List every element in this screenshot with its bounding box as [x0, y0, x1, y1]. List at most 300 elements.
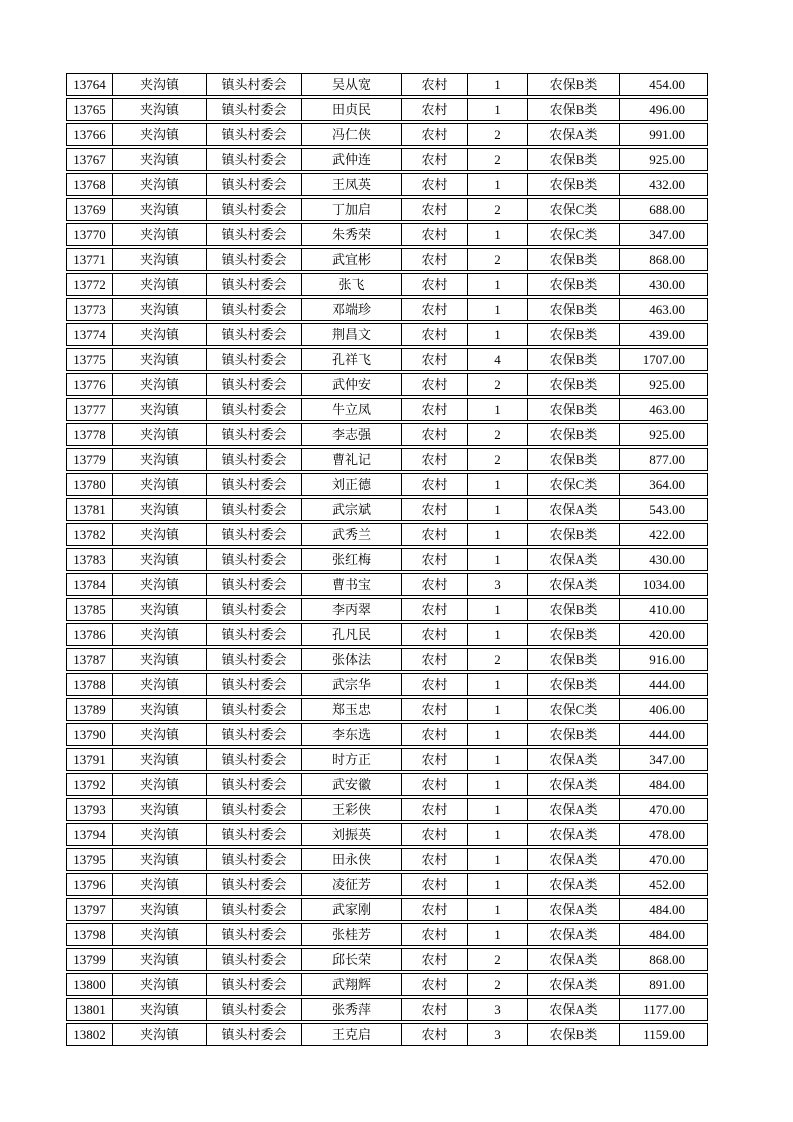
cell-amount: 444.00	[649, 677, 685, 692]
cell-insurance-category: 农保C类	[528, 224, 620, 245]
cell-person-count: 1	[468, 224, 528, 245]
cell-person-name: 李丙翠	[302, 599, 402, 620]
cell-insurance-category: 农保B类	[528, 524, 620, 545]
table-row	[66, 373, 708, 396]
cell-person-count: 2	[468, 374, 528, 395]
cell-serial-number: 13772	[67, 274, 113, 295]
cell-residence-type: 农村	[402, 924, 468, 945]
cell-village-committee: 镇头村委会	[207, 474, 302, 495]
cell-person-count: 2	[468, 424, 528, 445]
cell-residence-type: 农村	[402, 749, 468, 770]
cell-town: 夹沟镇	[113, 599, 207, 620]
cell-amount: 868.00	[649, 952, 685, 967]
cell-serial-number: 13790	[67, 724, 113, 745]
cell-person-count: 2	[468, 974, 528, 995]
cell-insurance-category: 农保A类	[528, 499, 620, 520]
table-row	[66, 248, 708, 271]
cell-amount: 925.00	[649, 377, 685, 392]
cell-serial-number: 13779	[67, 449, 113, 470]
cell-village-committee: 镇头村委会	[207, 499, 302, 520]
cell-village-committee: 镇头村委会	[207, 924, 302, 945]
cell-insurance-category: 农保C类	[528, 474, 620, 495]
cell-residence-type: 农村	[402, 74, 468, 95]
cell-residence-type: 农村	[402, 949, 468, 970]
cell-village-committee: 镇头村委会	[207, 424, 302, 445]
cell-village-committee: 镇头村委会	[207, 324, 302, 345]
cell-serial-number: 13776	[67, 374, 113, 395]
cell-town: 夹沟镇	[113, 124, 207, 145]
cell-person-count: 2	[468, 199, 528, 220]
cell-residence-type: 农村	[402, 199, 468, 220]
cell-village-committee: 镇头村委会	[207, 724, 302, 745]
cell-amount: 484.00	[649, 902, 685, 917]
cell-residence-type: 农村	[402, 499, 468, 520]
cell-person-count: 1	[468, 474, 528, 495]
cell-person-count: 2	[468, 249, 528, 270]
cell-residence-type: 农村	[402, 274, 468, 295]
cell-town: 夹沟镇	[113, 874, 207, 895]
cell-amount: 1177.00	[643, 1002, 685, 1017]
cell-serial-number: 13792	[67, 774, 113, 795]
cell-residence-type: 农村	[402, 574, 468, 595]
cell-residence-type: 农村	[402, 1024, 468, 1045]
table-row	[66, 198, 708, 221]
table-row	[66, 398, 708, 421]
table-row	[66, 273, 708, 296]
cell-residence-type: 农村	[402, 699, 468, 720]
table-row	[66, 423, 708, 446]
cell-residence-type: 农村	[402, 549, 468, 570]
cell-insurance-category: 农保B类	[528, 674, 620, 695]
cell-village-committee: 镇头村委会	[207, 149, 302, 170]
table-row	[66, 973, 708, 996]
cell-amount: 463.00	[649, 402, 685, 417]
cell-town: 夹沟镇	[113, 824, 207, 845]
pension-table	[66, 73, 708, 1048]
table-row	[66, 323, 708, 346]
cell-person-name: 冯仁侠	[302, 124, 402, 145]
cell-serial-number: 13785	[67, 599, 113, 620]
cell-serial-number: 13791	[67, 749, 113, 770]
cell-town: 夹沟镇	[113, 899, 207, 920]
cell-insurance-category: 农保A类	[528, 874, 620, 895]
cell-person-count: 1	[468, 274, 528, 295]
cell-insurance-category: 农保B类	[528, 99, 620, 120]
cell-person-count: 1	[468, 899, 528, 920]
cell-village-committee: 镇头村委会	[207, 874, 302, 895]
cell-town: 夹沟镇	[113, 274, 207, 295]
cell-insurance-category: 农保B类	[528, 149, 620, 170]
cell-town: 夹沟镇	[113, 449, 207, 470]
cell-amount: 470.00	[649, 802, 685, 817]
cell-village-committee: 镇头村委会	[207, 299, 302, 320]
cell-residence-type: 农村	[402, 524, 468, 545]
cell-serial-number: 13795	[67, 849, 113, 870]
cell-insurance-category: 农保A类	[528, 924, 620, 945]
table-row	[66, 498, 708, 521]
cell-serial-number: 13796	[67, 874, 113, 895]
cell-person-name: 武翔辉	[302, 974, 402, 995]
table-row	[66, 123, 708, 146]
cell-insurance-category: 农保B类	[528, 74, 620, 95]
cell-person-count: 1	[468, 699, 528, 720]
cell-amount: 444.00	[649, 727, 685, 742]
cell-serial-number: 13783	[67, 549, 113, 570]
cell-person-name: 武宗斌	[302, 499, 402, 520]
cell-person-count: 1	[468, 874, 528, 895]
cell-person-count: 1	[468, 549, 528, 570]
cell-residence-type: 农村	[402, 124, 468, 145]
cell-person-name: 丁加启	[302, 199, 402, 220]
cell-person-name: 张秀萍	[302, 999, 402, 1020]
cell-amount: 430.00	[649, 552, 685, 567]
cell-town: 夹沟镇	[113, 174, 207, 195]
cell-person-count: 3	[468, 1024, 528, 1045]
table-row	[66, 748, 708, 771]
cell-residence-type: 农村	[402, 224, 468, 245]
cell-village-committee: 镇头村委会	[207, 349, 302, 370]
cell-residence-type: 农村	[402, 724, 468, 745]
cell-town: 夹沟镇	[113, 324, 207, 345]
cell-town: 夹沟镇	[113, 674, 207, 695]
cell-amount: 470.00	[649, 852, 685, 867]
cell-amount: 410.00	[649, 602, 685, 617]
cell-residence-type: 农村	[402, 324, 468, 345]
cell-person-count: 1	[468, 399, 528, 420]
cell-serial-number: 13788	[67, 674, 113, 695]
cell-amount: 925.00	[649, 427, 685, 442]
cell-person-name: 武仲连	[302, 149, 402, 170]
cell-residence-type: 农村	[402, 899, 468, 920]
cell-town: 夹沟镇	[113, 949, 207, 970]
table-row	[66, 448, 708, 471]
table-row	[66, 1023, 708, 1046]
cell-serial-number: 13771	[67, 249, 113, 270]
cell-village-committee: 镇头村委会	[207, 224, 302, 245]
table-row	[66, 548, 708, 571]
cell-village-committee: 镇头村委会	[207, 574, 302, 595]
table-row	[66, 348, 708, 371]
cell-residence-type: 农村	[402, 849, 468, 870]
cell-serial-number: 13765	[67, 99, 113, 120]
cell-serial-number: 13794	[67, 824, 113, 845]
cell-residence-type: 农村	[402, 624, 468, 645]
cell-insurance-category: 农保B类	[528, 424, 620, 445]
cell-insurance-category: 农保A类	[528, 974, 620, 995]
cell-insurance-category: 农保A类	[528, 949, 620, 970]
cell-village-committee: 镇头村委会	[207, 274, 302, 295]
cell-serial-number: 13774	[67, 324, 113, 345]
cell-person-count: 2	[468, 449, 528, 470]
cell-person-count: 1	[468, 599, 528, 620]
cell-insurance-category: 农保B类	[528, 324, 620, 345]
table-row	[66, 173, 708, 196]
cell-person-name: 王凤英	[302, 174, 402, 195]
cell-serial-number: 13800	[67, 974, 113, 995]
cell-amount: 925.00	[649, 152, 685, 167]
cell-person-name: 牛立凤	[302, 399, 402, 420]
cell-serial-number: 13801	[67, 999, 113, 1020]
table-row	[66, 148, 708, 171]
cell-village-committee: 镇头村委会	[207, 774, 302, 795]
cell-village-committee: 镇头村委会	[207, 374, 302, 395]
table-row	[66, 923, 708, 946]
cell-town: 夹沟镇	[113, 749, 207, 770]
cell-serial-number: 13786	[67, 624, 113, 645]
cell-person-name: 田贞民	[302, 99, 402, 120]
cell-person-count: 2	[468, 124, 528, 145]
cell-insurance-category: 农保A类	[528, 849, 620, 870]
cell-amount: 347.00	[649, 227, 685, 242]
cell-village-committee: 镇头村委会	[207, 249, 302, 270]
cell-person-name: 张飞	[302, 274, 402, 295]
table-row	[66, 773, 708, 796]
cell-residence-type: 农村	[402, 374, 468, 395]
cell-town: 夹沟镇	[113, 499, 207, 520]
cell-serial-number: 13766	[67, 124, 113, 145]
cell-amount: 543.00	[649, 502, 685, 517]
cell-village-committee: 镇头村委会	[207, 524, 302, 545]
table-row	[66, 73, 708, 96]
cell-person-name: 王克启	[302, 1024, 402, 1045]
cell-serial-number: 13764	[67, 74, 113, 95]
cell-village-committee: 镇头村委会	[207, 749, 302, 770]
cell-serial-number: 13789	[67, 699, 113, 720]
cell-serial-number: 13784	[67, 574, 113, 595]
cell-insurance-category: 农保A类	[528, 574, 620, 595]
cell-village-committee: 镇头村委会	[207, 124, 302, 145]
cell-town: 夹沟镇	[113, 199, 207, 220]
cell-person-count: 1	[468, 924, 528, 945]
cell-person-count: 1	[468, 524, 528, 545]
cell-person-name: 朱秀荣	[302, 224, 402, 245]
cell-village-committee: 镇头村委会	[207, 949, 302, 970]
cell-village-committee: 镇头村委会	[207, 799, 302, 820]
cell-person-name: 武安徽	[302, 774, 402, 795]
cell-residence-type: 农村	[402, 974, 468, 995]
cell-village-committee: 镇头村委会	[207, 399, 302, 420]
cell-person-name: 李志强	[302, 424, 402, 445]
cell-town: 夹沟镇	[113, 974, 207, 995]
cell-residence-type: 农村	[402, 799, 468, 820]
cell-person-name: 孔祥飞	[302, 349, 402, 370]
cell-person-name: 张桂芳	[302, 924, 402, 945]
cell-residence-type: 农村	[402, 874, 468, 895]
cell-amount: 347.00	[649, 752, 685, 767]
cell-person-name: 张体法	[302, 649, 402, 670]
cell-amount: 1707.00	[642, 352, 685, 367]
cell-town: 夹沟镇	[113, 1024, 207, 1045]
cell-village-committee: 镇头村委会	[207, 849, 302, 870]
cell-person-name: 刘振英	[302, 824, 402, 845]
cell-town: 夹沟镇	[113, 374, 207, 395]
cell-residence-type: 农村	[402, 424, 468, 445]
table-row	[66, 798, 708, 821]
cell-amount: 1034.00	[642, 577, 685, 592]
cell-person-count: 1	[468, 774, 528, 795]
cell-person-count: 1	[468, 624, 528, 645]
cell-insurance-category: 农保B类	[528, 449, 620, 470]
cell-amount: 688.00	[649, 202, 685, 217]
cell-insurance-category: 农保C类	[528, 199, 620, 220]
cell-person-count: 2	[468, 649, 528, 670]
cell-town: 夹沟镇	[113, 724, 207, 745]
cell-person-count: 1	[468, 324, 528, 345]
cell-town: 夹沟镇	[113, 399, 207, 420]
cell-serial-number: 13773	[67, 299, 113, 320]
cell-person-name: 武仲安	[302, 374, 402, 395]
cell-insurance-category: 农保B类	[528, 624, 620, 645]
cell-residence-type: 农村	[402, 999, 468, 1020]
cell-amount: 430.00	[649, 277, 685, 292]
cell-residence-type: 农村	[402, 774, 468, 795]
cell-insurance-category: 农保A类	[528, 749, 620, 770]
cell-insurance-category: 农保B类	[528, 249, 620, 270]
cell-person-count: 3	[468, 574, 528, 595]
cell-village-committee: 镇头村委会	[207, 899, 302, 920]
cell-person-name: 田永侠	[302, 849, 402, 870]
cell-residence-type: 农村	[402, 249, 468, 270]
cell-amount: 364.00	[649, 477, 685, 492]
cell-person-name: 邓端珍	[302, 299, 402, 320]
cell-person-count: 2	[468, 149, 528, 170]
cell-insurance-category: 农保B类	[528, 349, 620, 370]
cell-town: 夹沟镇	[113, 74, 207, 95]
cell-insurance-category: 农保B类	[528, 724, 620, 745]
cell-person-count: 2	[468, 949, 528, 970]
cell-amount: 439.00	[649, 327, 685, 342]
cell-residence-type: 农村	[402, 449, 468, 470]
cell-person-name: 武秀兰	[302, 524, 402, 545]
cell-serial-number: 13767	[67, 149, 113, 170]
cell-amount: 463.00	[649, 302, 685, 317]
cell-village-committee: 镇头村委会	[207, 74, 302, 95]
cell-serial-number: 13769	[67, 199, 113, 220]
cell-town: 夹沟镇	[113, 349, 207, 370]
cell-residence-type: 农村	[402, 99, 468, 120]
cell-town: 夹沟镇	[113, 424, 207, 445]
table-row	[66, 698, 708, 721]
cell-residence-type: 农村	[402, 649, 468, 670]
cell-village-committee: 镇头村委会	[207, 649, 302, 670]
cell-town: 夹沟镇	[113, 224, 207, 245]
cell-town: 夹沟镇	[113, 574, 207, 595]
cell-amount: 877.00	[649, 452, 685, 467]
table-row	[66, 848, 708, 871]
cell-village-committee: 镇头村委会	[207, 549, 302, 570]
cell-serial-number: 13780	[67, 474, 113, 495]
cell-insurance-category: 农保B类	[528, 399, 620, 420]
cell-amount: 420.00	[649, 627, 685, 642]
cell-residence-type: 农村	[402, 474, 468, 495]
cell-insurance-category: 农保B类	[528, 374, 620, 395]
table-row	[66, 723, 708, 746]
cell-person-count: 1	[468, 299, 528, 320]
cell-town: 夹沟镇	[113, 474, 207, 495]
cell-insurance-category: 农保A类	[528, 774, 620, 795]
cell-person-count: 1	[468, 499, 528, 520]
cell-village-committee: 镇头村委会	[207, 199, 302, 220]
cell-town: 夹沟镇	[113, 299, 207, 320]
cell-residence-type: 农村	[402, 674, 468, 695]
cell-village-committee: 镇头村委会	[207, 1024, 302, 1045]
cell-village-committee: 镇头村委会	[207, 449, 302, 470]
cell-town: 夹沟镇	[113, 549, 207, 570]
table-row	[66, 573, 708, 596]
cell-residence-type: 农村	[402, 149, 468, 170]
cell-person-name: 曹礼记	[302, 449, 402, 470]
cell-residence-type: 农村	[402, 599, 468, 620]
cell-village-committee: 镇头村委会	[207, 999, 302, 1020]
table-row	[66, 873, 708, 896]
cell-serial-number: 13782	[67, 524, 113, 545]
cell-town: 夹沟镇	[113, 624, 207, 645]
cell-amount: 868.00	[649, 252, 685, 267]
cell-person-name: 武家刚	[302, 899, 402, 920]
cell-insurance-category: 农保A类	[528, 549, 620, 570]
cell-insurance-category: 农保A类	[528, 999, 620, 1020]
table-row	[66, 623, 708, 646]
cell-amount: 891.00	[649, 977, 685, 992]
cell-serial-number: 13793	[67, 799, 113, 820]
cell-amount: 1159.00	[643, 1027, 685, 1042]
cell-insurance-category: 农保A类	[528, 824, 620, 845]
cell-amount: 991.00	[649, 127, 685, 142]
cell-amount: 478.00	[649, 827, 685, 842]
cell-village-committee: 镇头村委会	[207, 699, 302, 720]
cell-serial-number: 13787	[67, 649, 113, 670]
cell-serial-number: 13775	[67, 349, 113, 370]
table-row	[66, 523, 708, 546]
cell-town: 夹沟镇	[113, 149, 207, 170]
cell-person-name: 郑玉忠	[302, 699, 402, 720]
table-row	[66, 223, 708, 246]
table-row	[66, 673, 708, 696]
cell-residence-type: 农村	[402, 824, 468, 845]
cell-town: 夹沟镇	[113, 924, 207, 945]
cell-village-committee: 镇头村委会	[207, 99, 302, 120]
cell-amount: 432.00	[649, 177, 685, 192]
table-row	[66, 998, 708, 1021]
cell-insurance-category: 农保B类	[528, 599, 620, 620]
cell-insurance-category: 农保B类	[528, 174, 620, 195]
cell-person-name: 武宜彬	[302, 249, 402, 270]
cell-village-committee: 镇头村委会	[207, 599, 302, 620]
cell-person-count: 1	[468, 824, 528, 845]
cell-person-count: 3	[468, 999, 528, 1020]
cell-person-count: 4	[468, 349, 528, 370]
cell-person-name: 凌征芳	[302, 874, 402, 895]
cell-town: 夹沟镇	[113, 524, 207, 545]
cell-person-name: 武宗华	[302, 674, 402, 695]
cell-town: 夹沟镇	[113, 774, 207, 795]
cell-person-count: 1	[468, 74, 528, 95]
cell-person-name: 王彩侠	[302, 799, 402, 820]
cell-town: 夹沟镇	[113, 799, 207, 820]
cell-person-count: 1	[468, 99, 528, 120]
cell-person-count: 1	[468, 724, 528, 745]
cell-person-name: 李东选	[302, 724, 402, 745]
cell-residence-type: 农村	[402, 174, 468, 195]
cell-person-name: 吴从宽	[302, 74, 402, 95]
cell-person-name: 荆昌文	[302, 324, 402, 345]
cell-residence-type: 农村	[402, 399, 468, 420]
cell-residence-type: 农村	[402, 349, 468, 370]
cell-serial-number: 13768	[67, 174, 113, 195]
cell-amount: 452.00	[649, 877, 685, 892]
cell-town: 夹沟镇	[113, 99, 207, 120]
cell-town: 夹沟镇	[113, 999, 207, 1020]
